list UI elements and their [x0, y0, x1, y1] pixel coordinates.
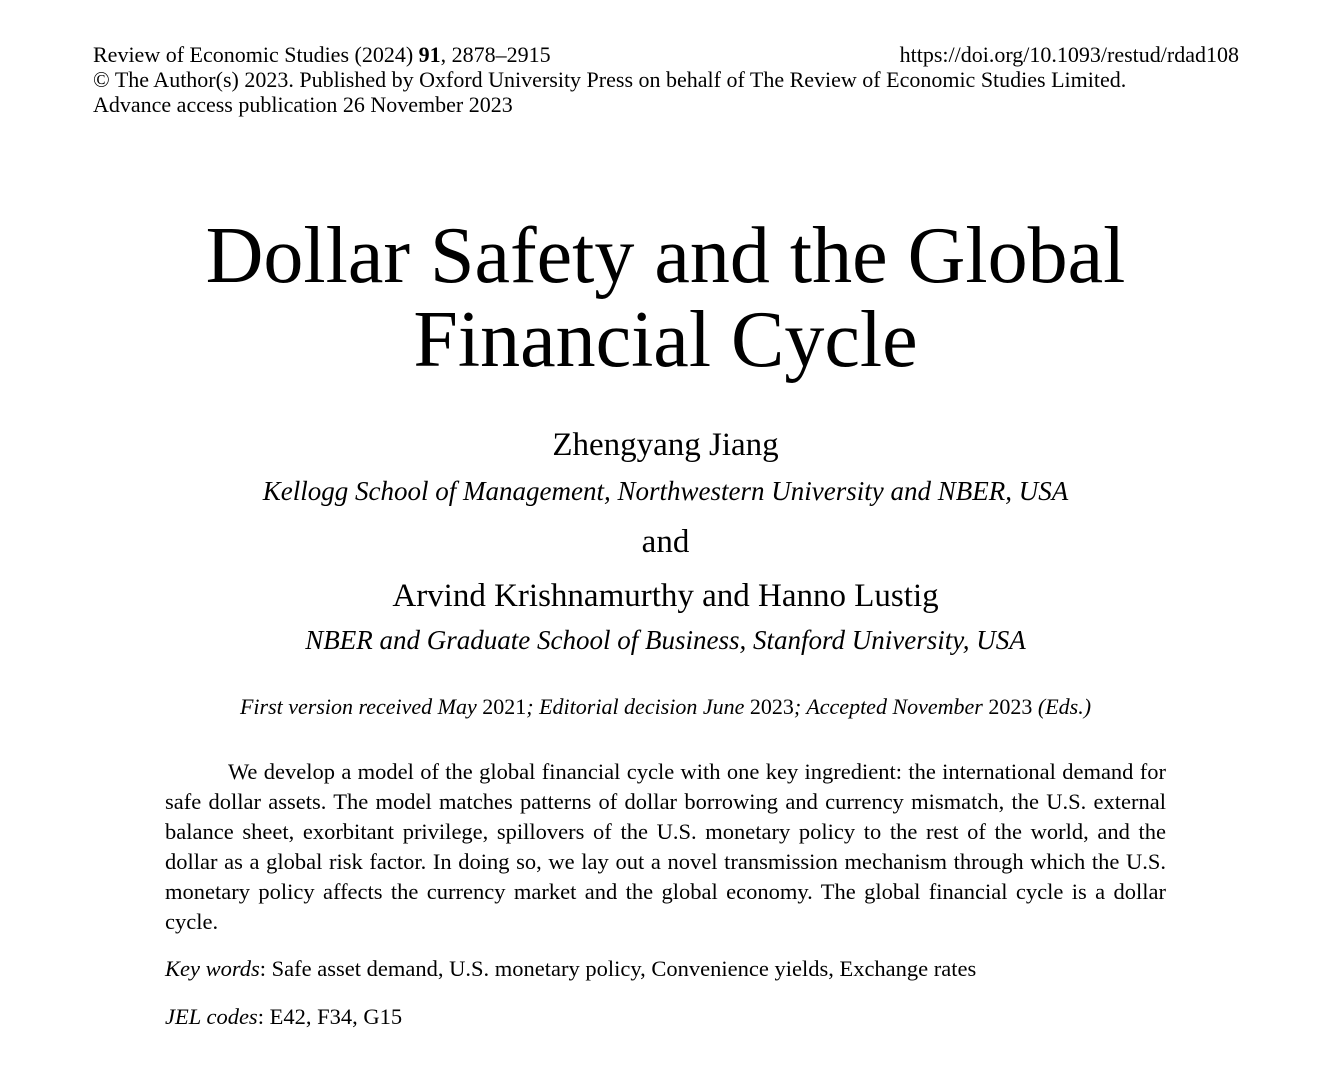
page-header [93, 42, 1239, 117]
decision-label: ; Editorial decision June [526, 694, 745, 719]
decision-year: 2023 [749, 694, 794, 719]
citation [93, 42, 551, 67]
accepted-label: ; Accepted November [793, 694, 983, 719]
copyright-notice: © The Author(s) 2023. Published by Oxford University Press on behalf of The Review of Economic Studies Limited. [93, 67, 1127, 92]
submission-history [0, 693, 1331, 721]
title-line-2: Financial Cycle [413, 296, 918, 384]
advance-access-date: Advance access publication 26 November 2023 [93, 92, 513, 117]
keywords-line [165, 955, 976, 983]
first-author-affiliation: Kellogg School of Management, Northwestern University and NBER, USA [262, 476, 1069, 506]
volume-number: 91 [418, 42, 441, 67]
accepted-year: 2023 [988, 694, 1033, 719]
jel-codes-line [165, 1003, 402, 1031]
abstract-text: We develop a model of the global financial cycle with one key ingredient: the international demand for safe dollar assets. The model matches patterns of dollar borrowing and currency mismatch, the U.S. external balance sheet, exorbitant privilege, spillovers of the U.S. monetary policy to the rest of the world, and the dollar as a global risk factor. In doing so, we lay out a novel transmission mechanism through which the U.S. monetary policy affects the currency market and the global economy. The global financial cycle is a dollar cycle. [165, 759, 1166, 934]
received-year: 2021 [482, 694, 527, 719]
author-conjunction: and [641, 524, 690, 560]
received-label: First version received May [239, 694, 477, 719]
doi-link[interactable]: https://doi.org/10.1093/restud/rdad108 [899, 42, 1239, 67]
citation-row [93, 42, 1239, 67]
co-authors-affiliation: NBER and Graduate School of Business, Stanford University, USA [305, 625, 1026, 655]
jel-codes-label: JEL codes [165, 1004, 258, 1029]
editors-note: (Eds.) [1037, 694, 1092, 719]
journal-name: Review of Economic Studies (2024) [93, 42, 414, 67]
paper-title [0, 214, 1331, 382]
page-range: , 2878–2915 [440, 42, 551, 67]
title-line-1: Dollar Safety and the Global [205, 212, 1126, 300]
co-authors: Arvind Krishnamurthy and Hanno Lustig [392, 578, 939, 614]
first-author: Zhengyang Jiang [552, 427, 779, 463]
jel-codes-value: : E42, F34, G15 [257, 1004, 403, 1029]
keywords-label: Key words [165, 956, 260, 981]
keywords-value: : Safe asset demand, U.S. monetary policy, Convenience yields, Exchange rates [259, 956, 977, 981]
